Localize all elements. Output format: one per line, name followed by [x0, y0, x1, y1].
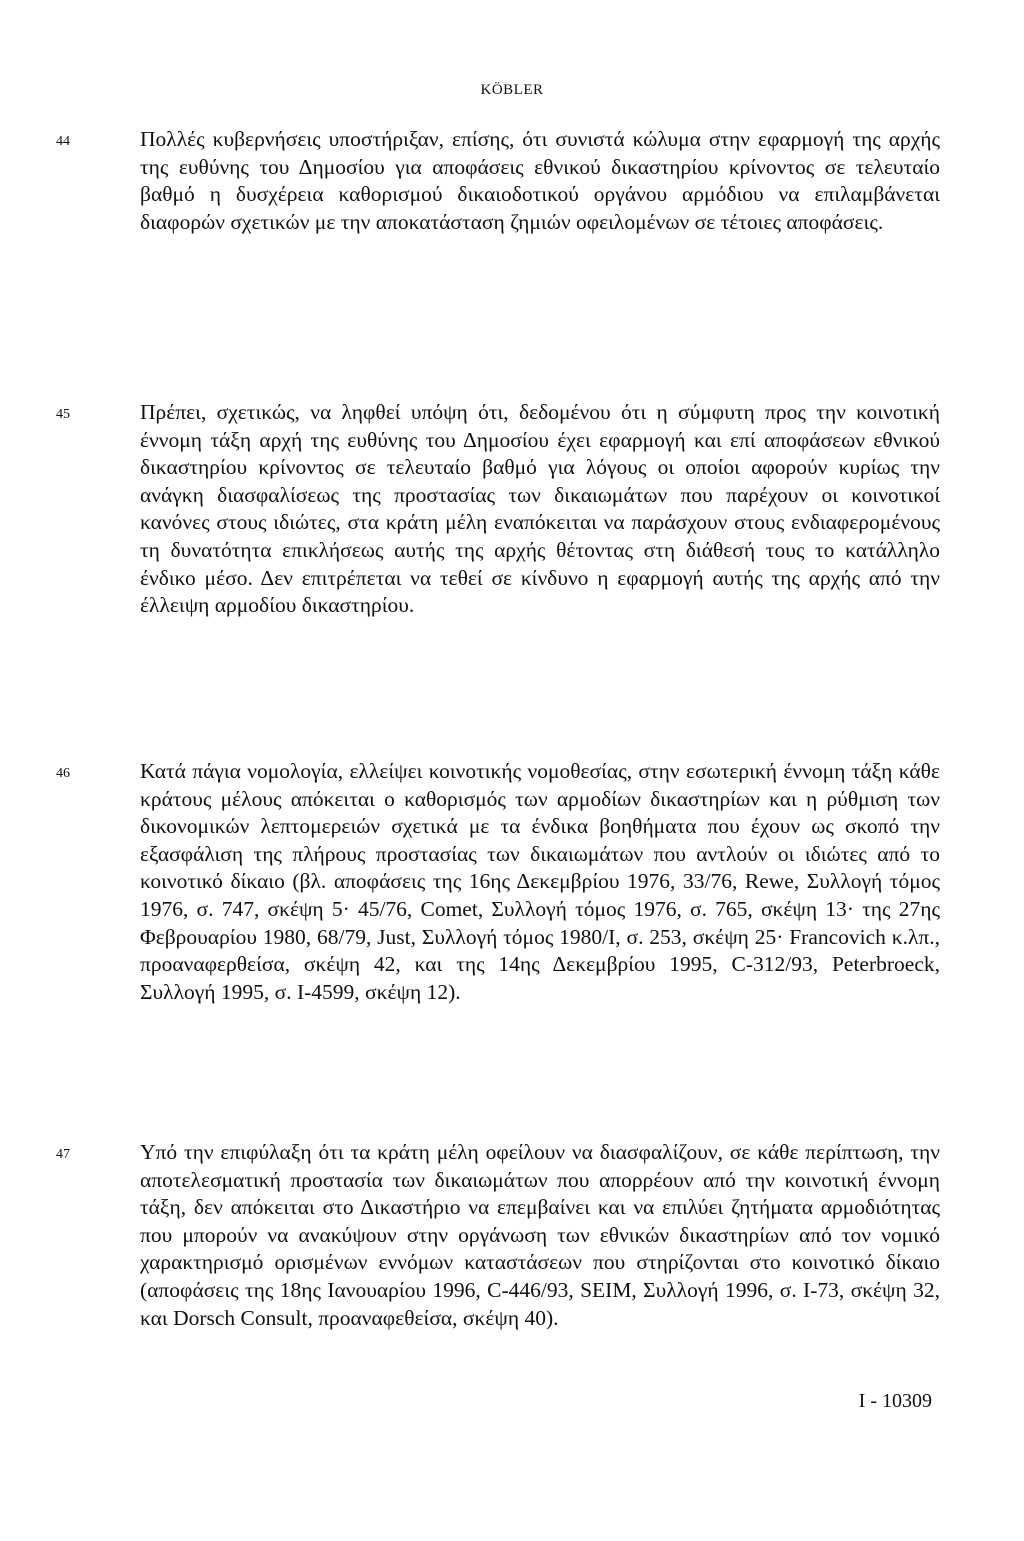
paragraph-text: Πολλές κυβερνήσεις υποστήριξαν, επίσης, ότι συνιστά κώλυμα στην εφαρμογή της αρχής της ευθύνης του Δημοσίου για αποφάσεις εθνικού δικαστηρίου κρίνοντος σε τελευταίο βαθμό η δυσχέρεια καθορισμού δικαιοδοτικού οργάνου αρμόδιου να επιλαμβάνεται διαφορών σχετικών με την αποκατάσταση ζημιών οφειλομένων σε τέτοιες αποφάσεις. — [140, 127, 940, 234]
running-header: KÖBLER — [480, 82, 544, 98]
paragraph-text: Πρέπει, σχετικώς, να ληφθεί υπόψη ότι, δεδομένου ότι η σύμφυτη προς την κοινοτική έννομη τάξη αρχή της ευθύνης του Δημοσίου έχει εφαρμογή και επί αποφάσεων εθνικού δικαστηρίου κρίνοντος σε τελευταίο βαθμό για λόγους οι οποίοι αφορούν κυρίως την ανάγκη διασφαλίσεως της προστασίας των δικαιωμάτων που παρέχουν οι κοινοτικοί κανόνες στους ιδιώτες, στα κράτη μέλη εναπόκειται να παράσχουν στους ενδιαφερομένους τη δυνατότητα επικλήσεως αυτής της αρχής θέτοντας στη διάθεσή τους το κατάλληλο ένδικο μέσο. Δεν επιτρέπεται να τεθεί σε κίνδυνο η εφαρμογή αυτής της αρχής από την έλλειψη αρμοδίου δικαστηρίου. — [140, 400, 940, 618]
paragraph-text: Υπό την επιφύλαξη ότι τα κράτη μέλη οφείλουν να διασφαλίζουν, σε κάθε περίπτωση, την αποτελεσματική προστασία των δικαιωμάτων που απορρέουν από την κοινοτική έννομη τάξη, δεν απόκειται στο Δικαστήριο να επεμβαίνει και να επιλύει ζητήματα αρμοδιότητας που μπορούν να ανακύψουν στην οργάνωση των εθνικών δικαστηρίων από τον νομικό χαρακτηρισμό ορισμένων εννόμων καταστάσεων που στηρίζονται στο κοινοτικό δίκαιο (αποφάσεις της 18ης Ιανουαρίου 1996, C-446/93, SEIM, Συλλογή 1996, σ. I-73, σκέψη 32, και Dorsch Consult, προαναφεθείσα, σκέψη 40). — [140, 1140, 940, 1330]
paragraph-text: Κατά πάγια νομολογία, ελλείψει κοινοτικής νομοθεσίας, στην εσωτερική έννομη τάξη κάθε κράτους μέλους απόκειται ο καθορισμός των αρμοδίων δικαστηρίων και η ρύθμιση των δικονομικών λεπτομερειών σχετικά με τα ένδικα βοηθήματα που έχουν ως σκοπό την εξασφάλιση της πλήρους προστασίας των δικαιωμάτων που αντλούν οι ιδιώτες από το κοινοτικό δίκαιο (βλ. αποφάσεις της 16ης Δεκεμβρίου 1976, 33/76, Rewe, Συλλογή τόμος 1976, σ. 747, σκέψη 5· 45/76, Comet, Συλλογή τόμος 1976, σ. 765, σκέψη 13· της 27ης Φεβρουαρίου 1980, 68/79, Just, Συλλογή τόμος 1980/Ι, σ. 253, σκέψη 25· Francovich κ.λπ., προαναφερθείσα, σκέψη 42, και της 14ης Δεκεμβρίου 1995, C-312/93, Peterbroeck, Συλλογή 1995, σ. I-4599, σκέψη 12). — [140, 759, 940, 1004]
paragraph-number: 45 — [56, 407, 70, 422]
paragraph-number: 46 — [56, 766, 70, 781]
paragraph-number: 44 — [56, 134, 70, 149]
paragraph-number: 47 — [56, 1147, 70, 1162]
page-number: I - 10309 — [858, 1390, 932, 1412]
